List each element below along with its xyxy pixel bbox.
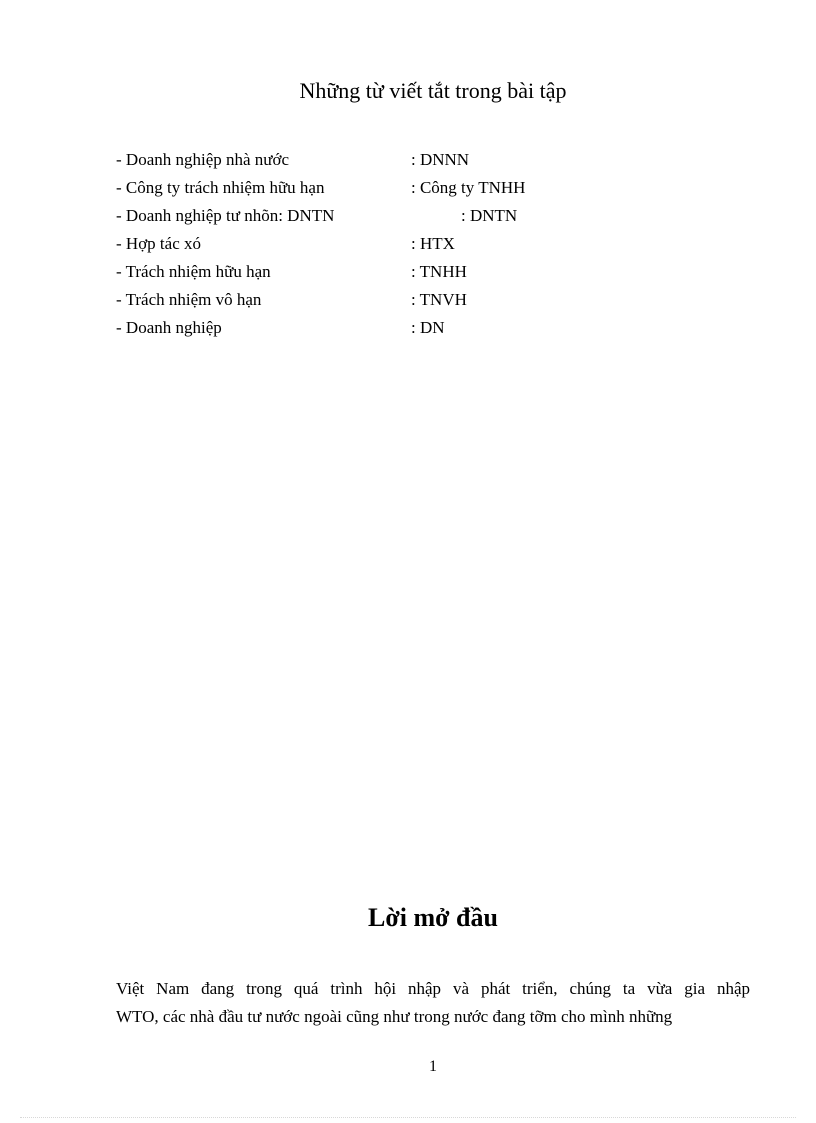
abbreviation-value: : TNVH — [411, 290, 467, 309]
abbreviation-row — [116, 230, 716, 258]
abbreviation-value: : DNNN — [411, 150, 470, 169]
abbreviation-row — [116, 258, 716, 286]
abbreviation-value: : HTX — [411, 234, 455, 253]
abbreviation-value: : TNHH — [411, 262, 467, 281]
abbreviation-term: - Trách nhiệm vô hạn — [116, 290, 262, 309]
abbreviation-row — [116, 174, 716, 202]
abbreviation-list — [116, 146, 716, 342]
abbreviation-row — [116, 286, 716, 314]
abbreviation-row — [116, 202, 716, 230]
abbreviation-term: - Doanh nghiệp — [116, 318, 222, 337]
abbreviation-value: : Công ty TNHH — [411, 178, 526, 197]
abbreviation-row — [116, 314, 716, 342]
footer-divider — [20, 1117, 796, 1118]
abbreviation-term: - Hợp tác xó — [116, 234, 201, 253]
abbreviation-value: : DN — [411, 318, 445, 337]
abbreviation-term: - Công ty trách nhiệm hữu hạn — [116, 178, 325, 197]
intro-heading: Lời mở đầu — [368, 903, 498, 932]
intro-line: WTO, các nhà đầu tư nước ngoài cũng như trong nước đang tỡm cho mình những — [116, 1007, 673, 1026]
abbreviation-value: : DNTN — [461, 206, 518, 225]
intro-line: Việt Nam đang trong quá trình hội nhập và phát triển, chúng ta vừa gia nhập — [116, 979, 750, 998]
abbreviation-term: - Doanh nghiệp tư nhõn: DNTN — [116, 206, 335, 225]
intro-paragraph — [116, 975, 750, 1031]
page-title: Những từ viết tắt trong bài tập — [299, 78, 567, 103]
abbreviation-row — [116, 146, 716, 174]
page-number: 1 — [429, 1058, 437, 1075]
abbreviation-term: - Doanh nghiệp nhà nước — [116, 150, 290, 169]
abbreviation-term: - Trách nhiệm hữu hạn — [116, 262, 271, 281]
